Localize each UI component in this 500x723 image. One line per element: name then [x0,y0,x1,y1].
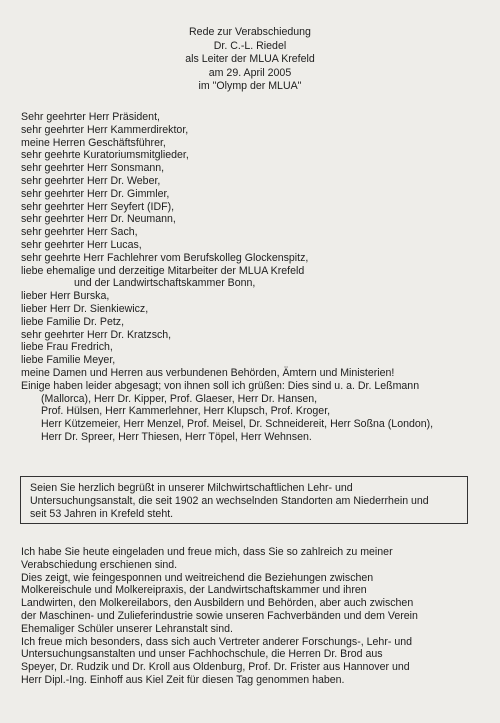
closing-line: Speyer, Dr. Rudzik und Dr. Kroll aus Oldenburg, Prof. Dr. Frister aus Hannover und [21,661,410,674]
title-line: als Leiter der MLUA Krefeld [185,53,315,66]
closing-line: Ich freue mich besonders, dass sich auch Vertreter anderer Forschungs-, Lehr- und [21,635,412,648]
closing-line: Landwirten, den Molkereilabors, den Ausbildern und Behörden, aber auch zwischen [21,597,414,610]
closing-line: Verabschiedung erschienen sind. [21,558,178,571]
salutation-line: sehr geehrte Kuratoriumsmitglieder, [21,149,189,162]
salutation-line: sehr geehrte Herr Fachlehrer vom Berufskolleg Glockenspitz, [21,251,309,264]
closing-line: Ich habe Sie heute eingeladen und freue mich, dass Sie so zahlreich zu meiner [21,546,393,558]
salutation-line: sehr geehrter Herr Seyfert (IDF), [21,200,175,213]
closing-paragraph [21,546,491,687]
regrets-line: Einige haben leider abgesagt; von ihnen soll ich grüßen: Dies sind u. a. Dr. Leßmann [21,379,420,392]
salutation-line: liebe ehemalige und derzeitige Mitarbeiter der MLUA Krefeld [21,264,305,277]
salutation-line: sehr geehrter Herr Lucas, [21,238,142,251]
speech-title [0,26,500,94]
salutation-line: sehr geehrter Herr Dr. Gimmler, [21,187,170,200]
regrets-line: Prof. Hülsen, Herr Kammerlehner, Herr Klupsch, Prof. Kroger, [41,405,331,418]
welcome-box [20,476,468,524]
welcome-line: Untersuchungsanstalt, die seit 1902 an wechselnden Standorten am Niederrhein und [30,494,429,507]
salutation-line: sehr geehrter Herr Sonsmann, [21,162,165,175]
welcome-line: seit 53 Jahren in Krefeld steht. [30,507,174,520]
title-line: am 29. April 2005 [208,66,292,79]
title-line: Rede zur Verabschiedung [189,26,311,38]
salutation-line: sehr geehrter Herr Dr. Kratzsch, [21,328,172,341]
regrets-line: (Mallorca), Herr Dr. Kipper, Prof. Glaeser, Herr Dr. Hansen, [41,392,318,405]
salutation-line: lieber Herr Dr. Sienkiewicz, [21,302,149,315]
salutation-line: meine Damen und Herren aus verbundenen Behörden, Ämtern und Ministerien! [21,366,395,379]
salutation-line: meine Herren Geschäftsführer, [21,136,166,149]
closing-line: Untersuchungsanstalten und unser Fachhochschule, die Herren Dr. Brod aus [21,648,383,661]
salutation-line: liebe Familie Dr. Petz, [21,315,125,328]
closing-line: der Maschinen- und Zulieferindustrie sowie unseren Fachverbänden und dem Verein [21,609,418,622]
salutation-line: lieber Herr Burska, [21,290,110,303]
salutation-line: sehr geehrter Herr Dr. Weber, [21,174,161,187]
salutation-line: sehr geehrter Herr Kammerdirektor, [21,123,189,136]
closing-line: Herr Dipl.-Ing. Einhoff aus Kiel Zeit für diesen Tag genommen haben. [21,673,345,686]
closing-line: Molkereischule und Molkereipraxis, der Landwirtschaftskammer und ihren [21,584,367,597]
welcome-line: Seien Sie herzlich begrüßt in unserer Milchwirtschaftlichen Lehr- und [30,482,353,494]
regrets-line: Herr Dr. Spreer, Herr Thiesen, Herr Töpel, Herr Wehnsen. [41,430,312,443]
salutation-line: liebe Familie Meyer, [21,354,116,367]
salutation-line: und der Landwirtschaftskammer Bonn, [74,277,256,290]
salutation-line: liebe Frau Fredrich, [21,341,113,354]
regrets-line: Herr Kützemeier, Herr Menzel, Prof. Meisel, Dr. Schneidereit, Herr Soßna (London), [41,418,434,431]
closing-line: Dies zeigt, wie feingesponnen und weitreichend die Beziehungen zwischen [21,571,374,584]
salutation-list [21,111,491,444]
closing-line: Ehemaliger Schüler unserer Lehranstalt sind. [21,622,233,635]
salutation-line: sehr geehrter Herr Sach, [21,226,138,239]
title-line: im "Olymp der MLUA" [198,80,302,93]
salutation-line: sehr geehrter Herr Dr. Neumann, [21,213,176,226]
salutation-line: Sehr geehrter Herr Präsident, [21,111,160,123]
title-line: Dr. C.-L. Riedel [213,39,287,52]
